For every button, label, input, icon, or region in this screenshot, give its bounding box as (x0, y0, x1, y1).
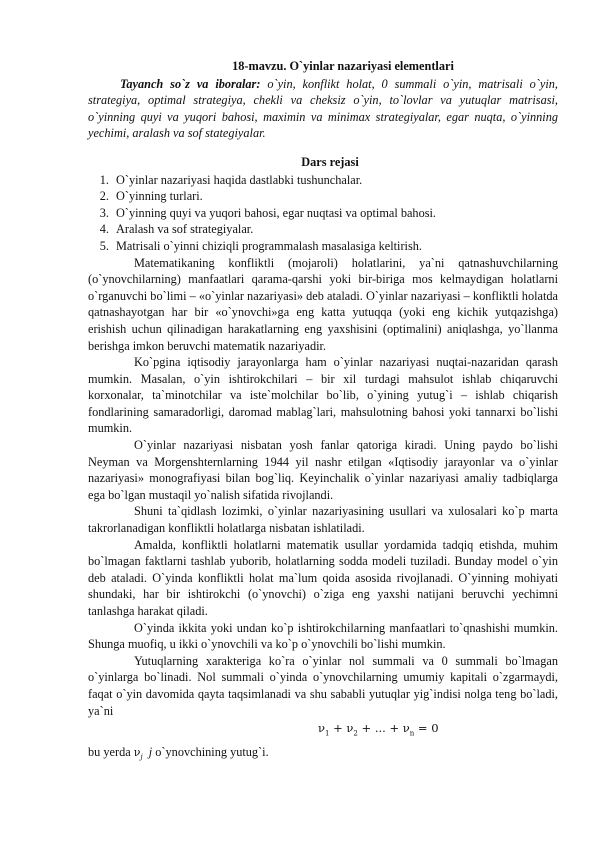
keywords-paragraph (88, 76, 558, 142)
formula-index: n (409, 729, 415, 738)
plan-item: 2. O`yinning turlari. (112, 188, 558, 205)
page-title: 18-mavzu. O`yinlar nazariyasi elementlari (232, 59, 454, 73)
closing-nu (133, 746, 143, 762)
plan-title: Dars rejasi (301, 154, 359, 169)
closing-nu-index: j (140, 753, 143, 762)
formula-op: + ... + (357, 721, 403, 736)
body-paragraph: Shuni ta`qidlash lozimki, o`yinlar nazariyasining usullari va xulosalari ko`p marta takrorlanadigan konfliktli holatlarga nisbatan ishlatiladi. (88, 504, 558, 536)
closing-j: j (148, 745, 153, 760)
body-paragraph: O`yinlar nazariyasi nisbatan yosh fanlar qatoriga kiradi. Uning paydo bo`lishi Neyman va Morgenshternlarning 1944 yil nashr etilgan «Iqtisodiy jarayonlar va o`yinlar nazariyasi» monografiyasi bilan bog`liq. Keyinchalik o`yinlar nazariyasi amaliy tadbiqlarga ega bo`lgan mustaqil yo`nalish sifatida rivojlandi. (88, 438, 558, 502)
keywords-text: o`yin, konflikt holat, 0 summali o`yin, matrisali o`yin, strategiya, optimal strategiya, chekli va cheksiz o`yin, to`lovlar va yutuqlar matrisasi, o`yinning quyi va yuqori bahosi, maximin va minimax strategiyalar, egar nuqta, o`yinning yechimi, aralash va sof stategiyalar. (88, 76, 558, 141)
closing-line (88, 744, 558, 766)
plan-item: 5. Matrisali o`yinni chiziqli programmalash masalasiga keltirish. (112, 238, 558, 255)
formula-term: ν (346, 721, 354, 736)
formula-index: 1 (325, 729, 330, 738)
closing-suffix: o`ynovchining yutug`i. (152, 745, 269, 760)
plan-list (88, 172, 558, 255)
formula-equals: = 0 (414, 721, 439, 736)
closing-prefix: bu yerda (88, 745, 134, 760)
keywords-label: Tayanch so`z va iboralar: (120, 76, 261, 91)
document-page (88, 58, 558, 766)
closing-nu-symbol: ν (133, 746, 141, 760)
formula-term: ν (318, 721, 325, 736)
formula-op: + (329, 721, 347, 736)
formula-term: ν (402, 721, 410, 736)
formula-index: 2 (353, 729, 358, 738)
plan-item: 1. O`yinlar nazariyasi haqida dastlabki tushunchalar. (112, 172, 558, 189)
sum-formula (88, 720, 558, 742)
body-paragraph: O`yinda ikkita yoki undan ko`p ishtirokchilarning manfaatlari to`qnashishi mumkin. Shunga muofiq, u ikki o`ynovchili va ko`p o`ynovchili bo`lishi mumkin. (88, 620, 558, 652)
plan-item: 4. Aralash va sof strategiyalar. (112, 221, 558, 238)
body-paragraph: Yutuqlarning xarakteriga ko`ra o`yinlar nol summali va 0 summali bo`lmagan o`yinlarga bo`linadi. Nol summali o`yinda o`ynovchilarning umumiy kapitali o`zgarmaydi, faqat o`yin davomida qayta taqsimlanadi va shu sababli yutuqlar yig`indisi nolga teng bo`ladi, ya`ni (88, 653, 558, 718)
body-paragraph: Amalda, konfliktli holatlarni matematik usullar yordamida tadqiq etishda, muhim bo`lmagan faktlarni tashlab yuborib, holatlarning sodda modeli tuziladi. Bunday model o`yin deb ataladi. O`yinda konfliktli holat ma`lum qoida asosida rivojlanadi. O`yinning mohiyati shundaki, har bir ishtirokchi (o`ynovchi) o`ziga eng yaxshi natijani beruvchi yechimni tanlashga harakat qiladi. (88, 537, 558, 618)
body-paragraph: Matematikaning konfliktli (mojaroli) holatlarini, ya`ni qatnashuvchilarning (o`ynovchilarning) manfaatlari qarama-qarshi yoki bir-biriga mos kelmaydigan holatlarni o`rganuvchi bo`limi – «o`yinlar nazariyasi» deb ataladi. O`yinlar nazariyasi – konfliktli holatda qatnashayotgan har bir «o`ynovchi»ga eng katta yutuqqa (yoki eng kichik yutqazishga) erishish uchun qilinadigan harakatlarning eng yaxshisini (optimalini) aniqlashga, yo`llanma berishga imkon beruvchi matematik nazariyadir. (88, 255, 558, 353)
plan-item: 3. O`yinning quyi va yuqori bahosi, egar nuqtasi va optimal bahosi. (112, 205, 558, 222)
body-paragraph: Ko`pgina iqtisodiy jarayonlarga ham o`yinlar nazariyasi nuqtai-nazaridan qarash mumkin. Masalan, o`yin ishtirokchilari – bir xil turdagi mahsulot ishlab chiqaruvchi korxonalar, ta`minotchilar va iste`molchilar bo`lib, o`yining yutug`i – ishlab chiqarish fondlarining samaradorligi, daromad mablag`lari, mahsulotning bahosi yoki tannarxi bo`lishi mumkin. (88, 355, 558, 436)
